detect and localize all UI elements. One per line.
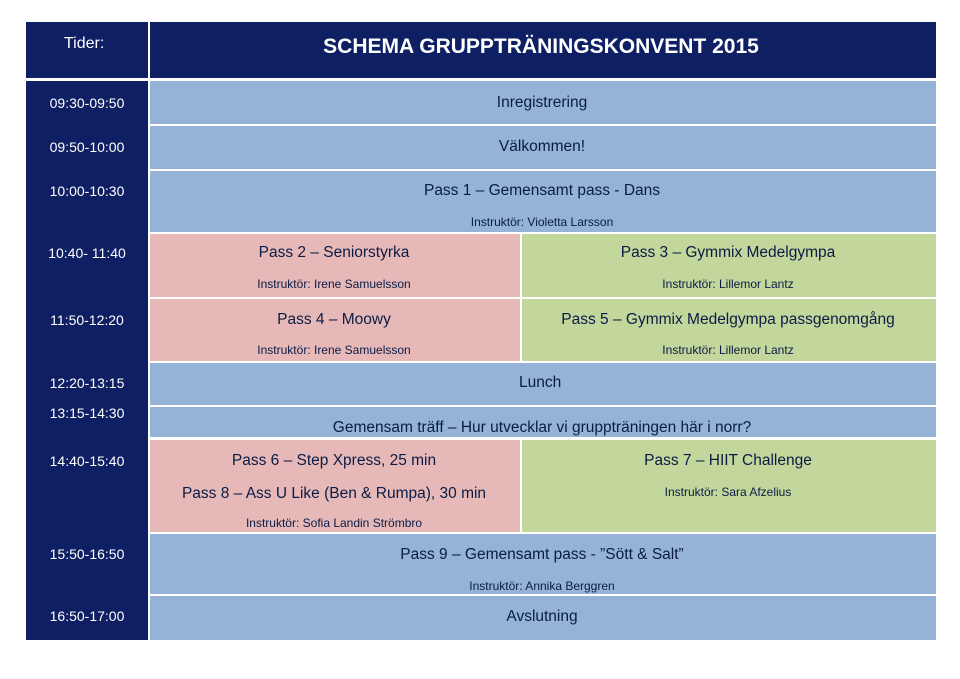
time-column xyxy=(26,81,148,640)
meeting-text: Gemensam träff – Hur utvecklar vi gruppträningen här i norr? xyxy=(332,419,752,436)
time-slot: 11:50-12:20 xyxy=(50,312,124,328)
closing-text: Avslutning xyxy=(506,608,578,625)
pass4-title: Pass 4 – Moowy xyxy=(277,311,391,328)
times-header-label: Tider: xyxy=(64,35,105,52)
times-header-cell xyxy=(26,22,148,78)
time-slot: 13:15-14:30 xyxy=(49,405,125,421)
pass2-instructor: Instruktör: Irene Samuelsson xyxy=(257,277,411,291)
lunch-cell xyxy=(150,363,936,405)
pass6-8-cell xyxy=(150,440,520,532)
pass3-title: Pass 3 – Gymmix Medelgympa xyxy=(620,244,836,261)
registration-text: Inregistrering xyxy=(496,94,588,111)
page-title: SCHEMA GRUPPTRÄNINGSKONVENT 2015 xyxy=(323,35,759,58)
meeting-cell xyxy=(150,407,936,437)
pass4-instructor: Instruktör: Irene Samuelsson xyxy=(257,343,411,357)
title-cell xyxy=(150,22,936,78)
pass1-title: Pass 1 – Gemensamt pass - Dans xyxy=(423,182,661,199)
lunch-text: Lunch xyxy=(519,374,562,391)
closing-cell xyxy=(150,596,936,640)
pass9-title: Pass 9 – Gemensamt pass - ”Sött & Salt” xyxy=(400,546,684,563)
pass8-title: Pass 8 – Ass U Like (Ben & Rumpa), 30 min xyxy=(181,485,487,502)
pass7-title: Pass 7 – HIIT Challenge xyxy=(644,452,812,469)
pass7-instructor: Instruktör: Sara Afzelius xyxy=(664,485,792,499)
time-slot: 09:30-09:50 xyxy=(49,95,125,111)
pass7-cell xyxy=(522,440,936,532)
time-slot: 12:20-13:15 xyxy=(49,375,125,391)
registration-cell xyxy=(150,81,936,124)
pass6-title: Pass 6 – Step Xpress, 25 min xyxy=(231,452,437,469)
time-slot: 09:50-10:00 xyxy=(49,139,125,155)
time-slot: 16:50-17:00 xyxy=(49,608,125,624)
time-slot: 14:40-15:40 xyxy=(49,453,125,469)
pass9-instructor: Instruktör: Annika Berggren xyxy=(469,579,615,593)
pass5-title: Pass 5 – Gymmix Medelgympa passgenomgång xyxy=(561,311,895,328)
pass9-cell xyxy=(150,534,936,594)
pass2-cell xyxy=(150,234,520,297)
pass1-instructor: Instruktör: Violetta Larsson xyxy=(470,215,614,229)
welcome-text: Välkommen! xyxy=(498,138,586,155)
welcome-cell xyxy=(150,126,936,169)
pass5-instructor: Instruktör: Lillemor Lantz xyxy=(662,343,794,357)
pass8-instructor: Instruktör: Sofia Landin Strömbro xyxy=(245,516,423,530)
pass2-title: Pass 2 – Seniorstyrka xyxy=(258,244,410,261)
pass3-cell xyxy=(522,234,936,297)
time-slot: 15:50-16:50 xyxy=(49,546,125,562)
pass1-cell xyxy=(150,171,936,232)
pass4-cell xyxy=(150,299,520,361)
time-slot: 10:40- 11:40 xyxy=(48,245,126,261)
pass5-cell xyxy=(522,299,936,361)
pass3-instructor: Instruktör: Lillemor Lantz xyxy=(662,277,794,291)
time-slot: 10:00-10:30 xyxy=(49,183,125,199)
